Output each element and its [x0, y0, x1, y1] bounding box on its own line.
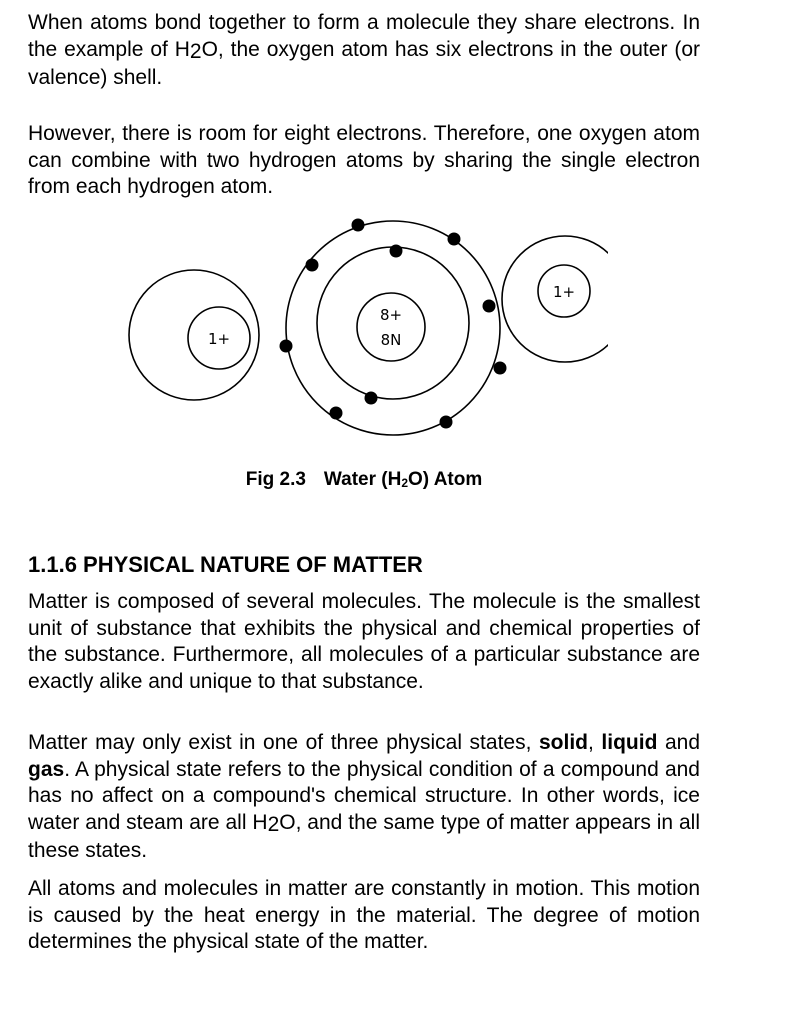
electron [390, 245, 403, 258]
electron [352, 219, 365, 232]
electron [280, 340, 293, 353]
figure-number: Fig 2.3 [245, 469, 306, 490]
electron [440, 416, 453, 429]
section-heading: 1.1.6 PHYSICAL NATURE OF MATTER [28, 552, 423, 577]
intro-text-cont: O, the oxygen atom has six electrons in the outer (or valence) shell. [28, 37, 700, 89]
electron [365, 392, 378, 405]
oxygen-label-protons: 8+ [379, 306, 403, 324]
section-paragraph-2 [28, 730, 700, 865]
term-gas: gas [28, 757, 65, 781]
intro-paragraph-2: However, there is room for eight electrons. Therefore, one oxygen atom can combine with two hydrogen atoms by sharing the single electron from each hydrogen atom. [28, 122, 700, 198]
intro-paragraph-1 [28, 10, 700, 92]
section-paragraph-1: Matter is composed of several molecules. The molecule is the smallest unit of substance that exhibits the physical and chemical properties of the substance. Furthermore, all molecules of a particular substance are exactly alike and unique to that substance. [28, 590, 700, 693]
electron [448, 233, 461, 246]
caption-text-cont: O) Atom [408, 469, 483, 490]
electron [330, 407, 343, 420]
electron [483, 300, 496, 313]
figure-caption [28, 469, 700, 491]
oxygen-label-neutrons: 8N [380, 331, 402, 349]
subscript-2: 2 [267, 812, 280, 836]
electron [306, 259, 319, 272]
left-hydrogen-outer-shell [129, 270, 259, 400]
right-hydrogen-label: 1+ [552, 283, 576, 301]
caption-subscript: 2 [401, 476, 409, 490]
oxygen-nucleus [357, 293, 425, 361]
intro-text: When atoms bond together to form a molecule they share electrons. In the example of H [28, 11, 700, 61]
term-liquid: liquid [601, 731, 658, 754]
paragraph-text: , [588, 731, 602, 754]
paragraph-text: O, and the same type of matter appears in all these states. [28, 810, 700, 862]
term-solid: solid [538, 731, 588, 754]
left-hydrogen-label: 1+ [207, 330, 231, 348]
caption-text: Water (H [323, 469, 402, 490]
electron [494, 362, 507, 375]
section-paragraph-3: All atoms and molecules in matter are constantly in motion. This motion is caused by the heat energy in the material. The degree of motion determines the physical state of the matter. [28, 877, 700, 953]
subscript-2: 2 [189, 39, 202, 63]
water-molecule-diagram [128, 203, 608, 443]
paragraph-text: and [657, 731, 701, 754]
paragraph-text: Matter may only exist in one of three physical states, [28, 731, 539, 754]
paragraph-text: . A physical state refers to the physical condition of a compound and has no affect on a compound's chemical structure. In other words, ice water and steam are all H [28, 757, 700, 834]
